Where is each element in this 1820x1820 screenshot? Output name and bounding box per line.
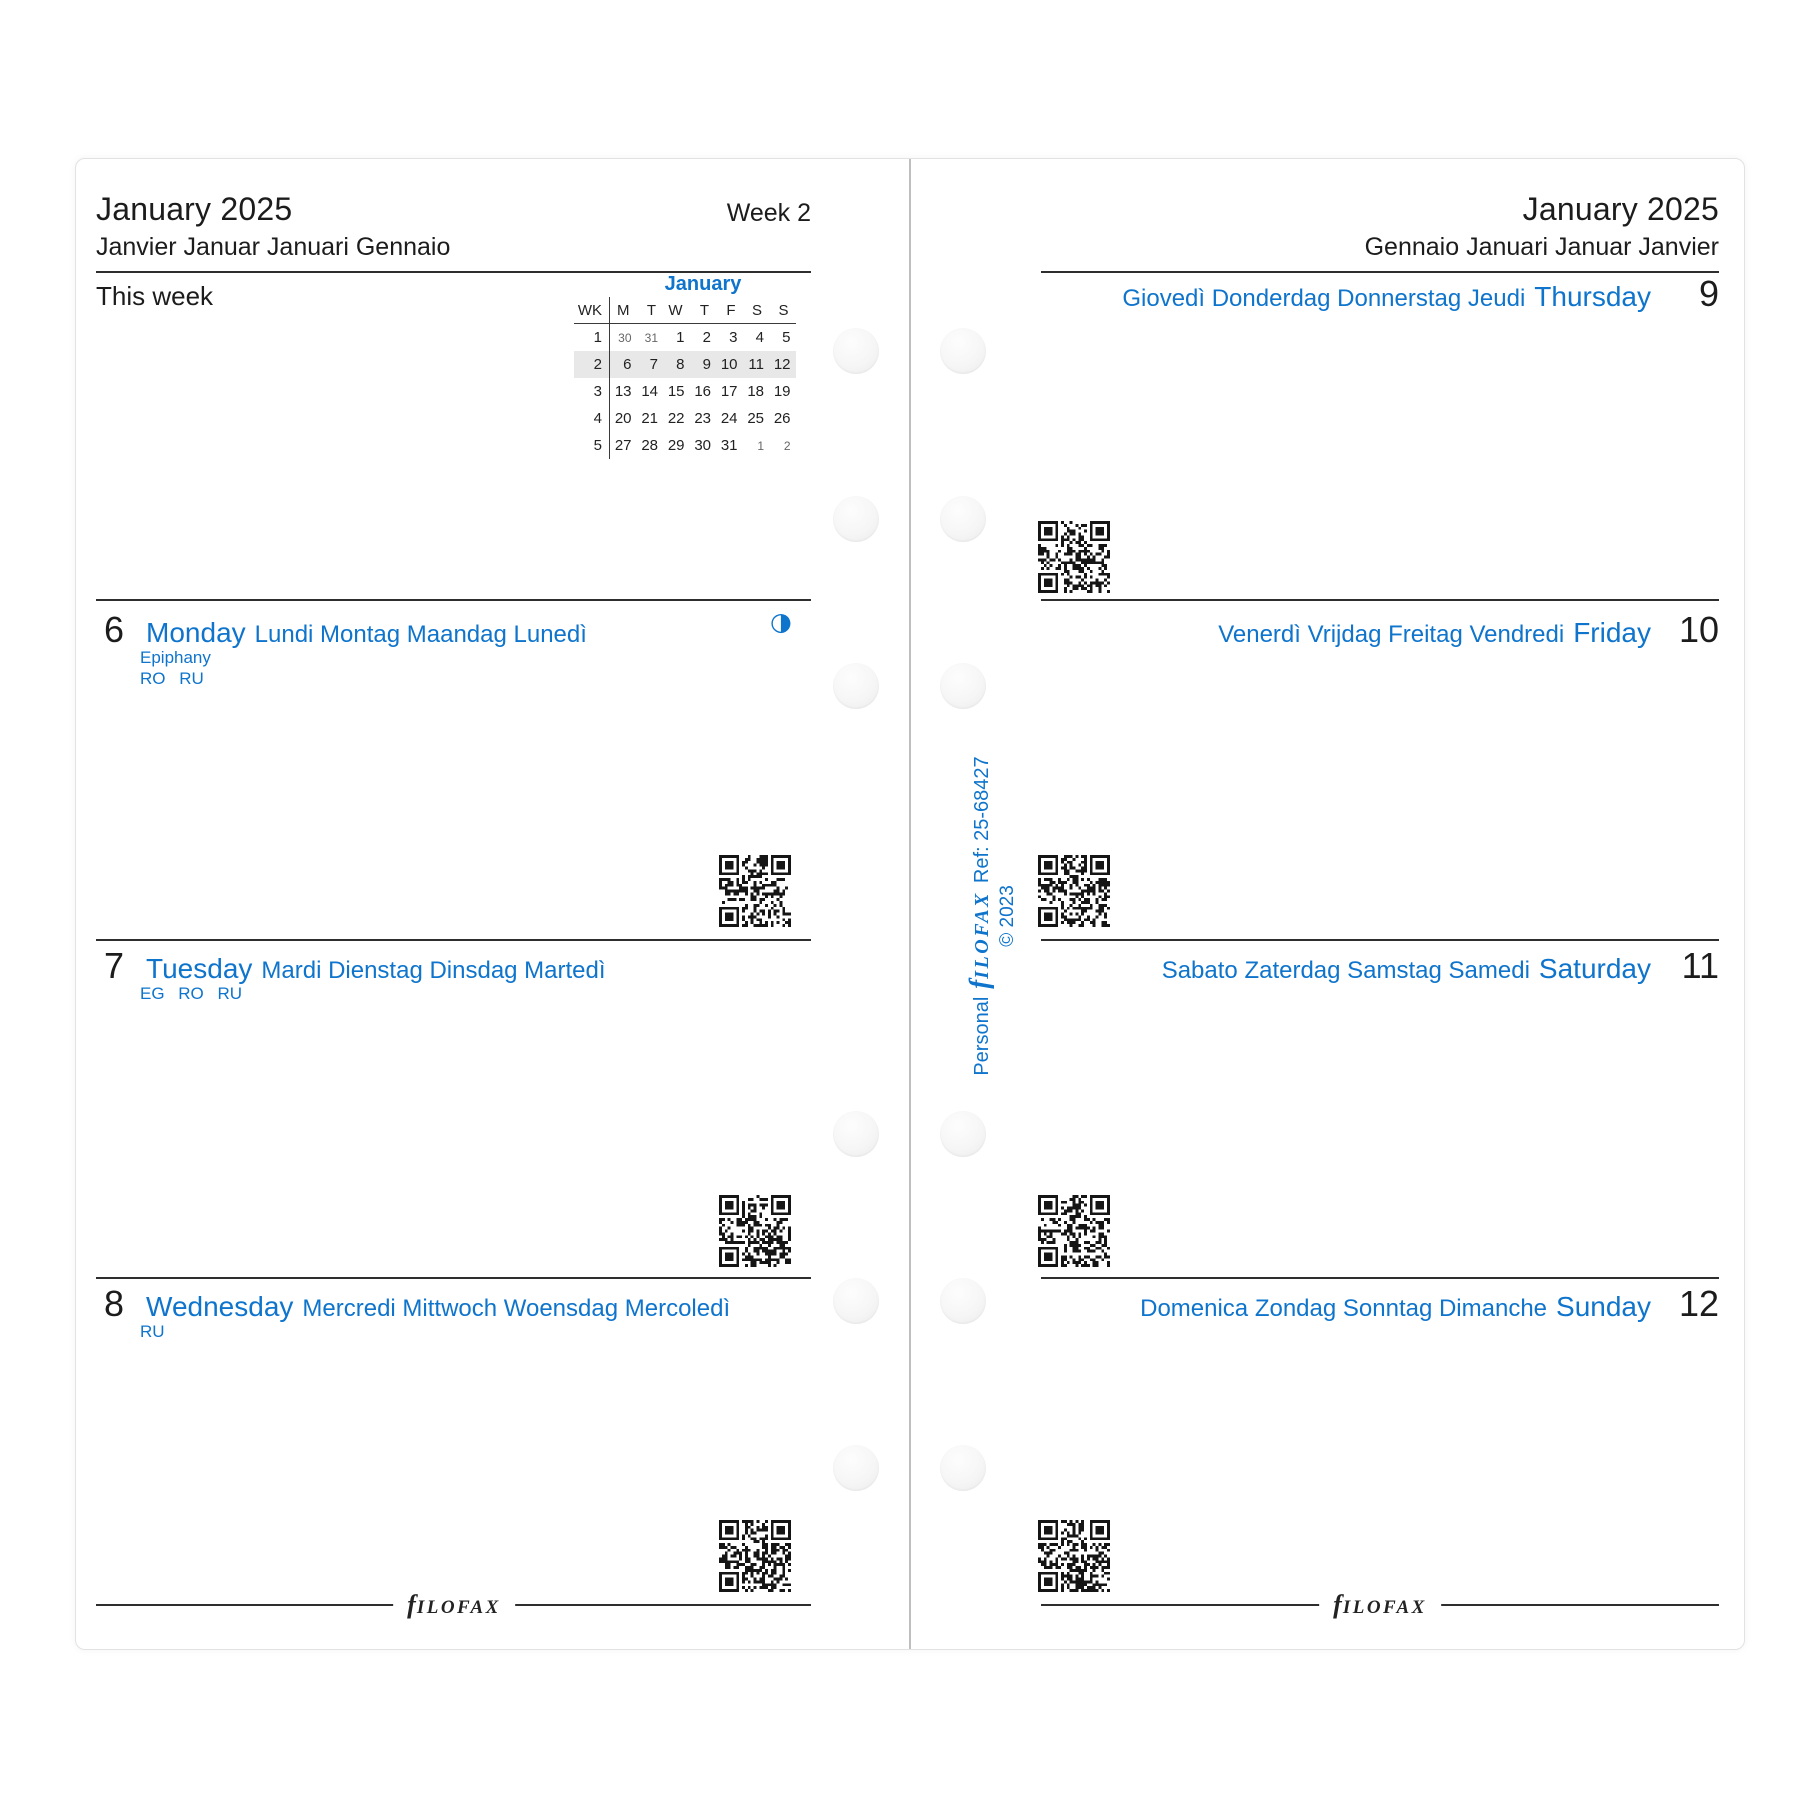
day-section-friday xyxy=(1218,609,1719,651)
spine-filofax-logo: fILOFAX xyxy=(963,891,994,989)
day-number: 12 xyxy=(1678,1283,1719,1324)
day-number: 8 xyxy=(104,1283,125,1324)
day-names-intl: Giovedì Donderdag Donnerstag Jeudi xyxy=(1122,285,1526,312)
day-number: 11 xyxy=(1681,945,1719,986)
filofax-logo xyxy=(1319,1590,1441,1620)
day-number: 9 xyxy=(1698,273,1719,314)
section-rule xyxy=(1041,1277,1719,1279)
mini-calendar-day-cell: 16 xyxy=(694,383,711,400)
mini-calendar-day-cell: 12 xyxy=(769,351,796,378)
spine-product-label: Personal xyxy=(970,996,993,1076)
mini-calendar-day-cell: 21 xyxy=(641,410,658,427)
qr-code xyxy=(719,1195,791,1267)
mini-calendar-header-cell: S xyxy=(769,297,796,324)
mini-calendar-day-cell: 14 xyxy=(641,383,658,400)
mini-calendar-day-cell: 13 xyxy=(614,383,632,400)
mini-calendar-header-cell: M xyxy=(610,297,637,324)
punch-hole xyxy=(940,1111,986,1157)
spine-imprint-line1 xyxy=(964,756,995,1075)
mini-calendar-header-cell: T xyxy=(690,297,717,324)
month-title-right: January 2025 xyxy=(1522,191,1719,227)
punch-hole xyxy=(940,663,986,709)
punch-hole xyxy=(940,328,986,374)
mini-calendar-day-cell: 17 xyxy=(720,383,738,400)
section-rule xyxy=(1041,599,1719,601)
mini-calendar-day-cell: 9 xyxy=(690,351,717,378)
punch-hole xyxy=(833,328,879,374)
mini-calendar-day-cell: 1 xyxy=(676,329,685,346)
punch-hole xyxy=(940,496,986,542)
punch-hole xyxy=(940,1445,986,1491)
mini-calendar-day-cell: 2 xyxy=(702,329,711,346)
mini-calendar-day-cell: 31 xyxy=(644,330,658,345)
mini-calendar-header-cell: T xyxy=(637,297,664,324)
qr-code xyxy=(1038,1520,1110,1592)
day-section-thursday xyxy=(1122,273,1719,315)
day-number: 6 xyxy=(104,609,125,650)
day-name-primary: Saturday xyxy=(1538,953,1651,984)
day-names-intl: Mercredi Mittwoch Woensdag Mercoledì xyxy=(302,1295,731,1322)
mini-calendar-header-cell: S xyxy=(743,297,770,324)
qr-code xyxy=(1038,1195,1110,1267)
day-names-intl: Sabato Zaterdag Samstag Samedi xyxy=(1161,957,1530,984)
mini-calendar-day-cell: 30 xyxy=(618,330,632,345)
filofax-logo-lead: f xyxy=(407,1590,417,1619)
mini-calendar-day-cell: 28 xyxy=(641,437,658,454)
day-section-sunday xyxy=(1140,1283,1719,1325)
mini-calendar-title: January xyxy=(664,273,742,295)
mini-calendar-day-cell: 30 xyxy=(694,437,711,454)
filofax-logo xyxy=(393,1590,515,1620)
mini-calendar-week-number: 5 xyxy=(574,432,610,459)
section-rule xyxy=(96,599,811,601)
country-codes: EG RO RU xyxy=(140,984,243,1003)
day-number: 7 xyxy=(104,945,125,986)
punch-hole xyxy=(833,1445,879,1491)
day-notes-tuesday xyxy=(140,983,242,1004)
punch-hole xyxy=(833,1111,879,1157)
day-name-primary: Wednesday xyxy=(146,1291,294,1322)
day-section-wednesday xyxy=(104,1283,730,1325)
right-page xyxy=(911,159,1744,1649)
day-number: 10 xyxy=(1678,609,1719,650)
country-codes: RO RU xyxy=(140,669,204,688)
mini-calendar-day-cell: 31 xyxy=(720,437,738,454)
mini-calendar-header-cell: W xyxy=(663,297,690,324)
mini-calendar-day-cell: 2 xyxy=(783,438,791,453)
day-names-intl: Domenica Zondag Sonntag Dimanche xyxy=(1140,1295,1548,1322)
mini-calendar-day-cell: 15 xyxy=(667,383,685,400)
day-name-primary: Monday xyxy=(146,617,246,648)
punch-hole xyxy=(833,663,879,709)
spine-ref-number: Ref: 25-68427 xyxy=(970,756,993,884)
day-section-monday xyxy=(104,609,587,651)
mini-calendar-day-cell: 8 xyxy=(663,351,690,378)
filofax-logo-caps: ILOFAX xyxy=(416,1597,501,1618)
month-translations-right: Gennaio Januari Januar Janvier xyxy=(1364,233,1719,261)
mini-calendar-day-cell: 26 xyxy=(773,410,791,427)
mini-calendar-day-cell: 4 xyxy=(755,329,764,346)
day-section-saturday xyxy=(1162,945,1719,987)
day-notes-monday xyxy=(140,647,211,689)
left-page xyxy=(76,159,909,1649)
spine-copyright: © 2023 xyxy=(996,885,1018,947)
this-week-label: This week xyxy=(96,281,214,311)
diary-spread xyxy=(75,158,1745,1650)
qr-code xyxy=(1038,855,1110,927)
mini-calendar xyxy=(574,271,798,459)
punch-hole xyxy=(833,496,879,542)
day-names-intl: Lundi Montag Maandag Lunedì xyxy=(254,621,587,648)
spine-imprint xyxy=(956,756,1026,1076)
mini-calendar-day-cell: 27 xyxy=(614,437,632,454)
mini-calendar-day-cell: 24 xyxy=(720,410,738,427)
mini-calendar-day-cell: 11 xyxy=(743,351,770,378)
mini-calendar-day-cell: 1 xyxy=(757,438,764,453)
day-name-primary: Sunday xyxy=(1556,1291,1651,1322)
section-rule xyxy=(1041,939,1719,941)
mini-calendar-day-cell: 22 xyxy=(667,410,685,427)
day-section-tuesday xyxy=(104,945,606,987)
qr-code xyxy=(1038,521,1110,593)
day-names-intl: Venerdì Vrijdag Freitag Vendredi xyxy=(1218,621,1565,648)
mini-calendar-day-cell: 20 xyxy=(614,410,632,427)
day-name-primary: Thursday xyxy=(1534,281,1651,312)
mini-calendar-week-number: 4 xyxy=(574,405,610,432)
country-codes: RU xyxy=(140,1322,165,1341)
section-rule xyxy=(96,1277,811,1279)
month-translations-left: Janvier Januar Januari Gennaio xyxy=(96,233,451,261)
day-notes-wednesday xyxy=(140,1321,165,1342)
day-names-intl: Mardi Dienstag Dinsdag Martedì xyxy=(261,957,606,984)
qr-code xyxy=(719,1520,791,1592)
filofax-logo-caps: ILOFAX xyxy=(1342,1597,1427,1618)
first-quarter-moon-icon: ◑ xyxy=(770,607,792,636)
mini-calendar-day-cell: 25 xyxy=(747,410,764,427)
mini-calendar-day-cell: 29 xyxy=(667,437,685,454)
mini-calendar-day-cell: 23 xyxy=(694,410,711,427)
mini-calendar-header-cell: F xyxy=(716,297,743,324)
mini-calendar-day-cell: 5 xyxy=(782,329,791,346)
mini-calendar-day-cell: 3 xyxy=(729,329,738,346)
mini-calendar-week-number: 1 xyxy=(574,324,610,351)
mini-calendar-day-cell: 10 xyxy=(716,351,743,378)
mini-calendar-week-number: 3 xyxy=(574,378,610,405)
day-name-primary: Friday xyxy=(1573,617,1651,648)
mini-calendar-day-cell: 7 xyxy=(637,351,664,378)
month-title-left: January 2025 xyxy=(96,191,293,227)
mini-calendar-day-cell: 19 xyxy=(773,383,791,400)
week-number-label: Week 2 xyxy=(726,199,811,227)
mini-calendar-day-cell: 6 xyxy=(610,351,637,378)
section-rule xyxy=(96,939,811,941)
mini-calendar-header-cell: WK xyxy=(574,297,610,324)
filofax-logo-lead: f xyxy=(1333,1590,1343,1619)
mini-calendar-week-number: 2 xyxy=(574,351,610,378)
qr-code xyxy=(719,855,791,927)
day-name-primary: Tuesday xyxy=(146,953,253,984)
mini-calendar-grid xyxy=(574,297,798,459)
punch-hole xyxy=(833,1278,879,1324)
punch-hole xyxy=(940,1278,986,1324)
holiday-label: Epiphany xyxy=(140,648,211,667)
mini-calendar-day-cell: 18 xyxy=(747,383,764,400)
